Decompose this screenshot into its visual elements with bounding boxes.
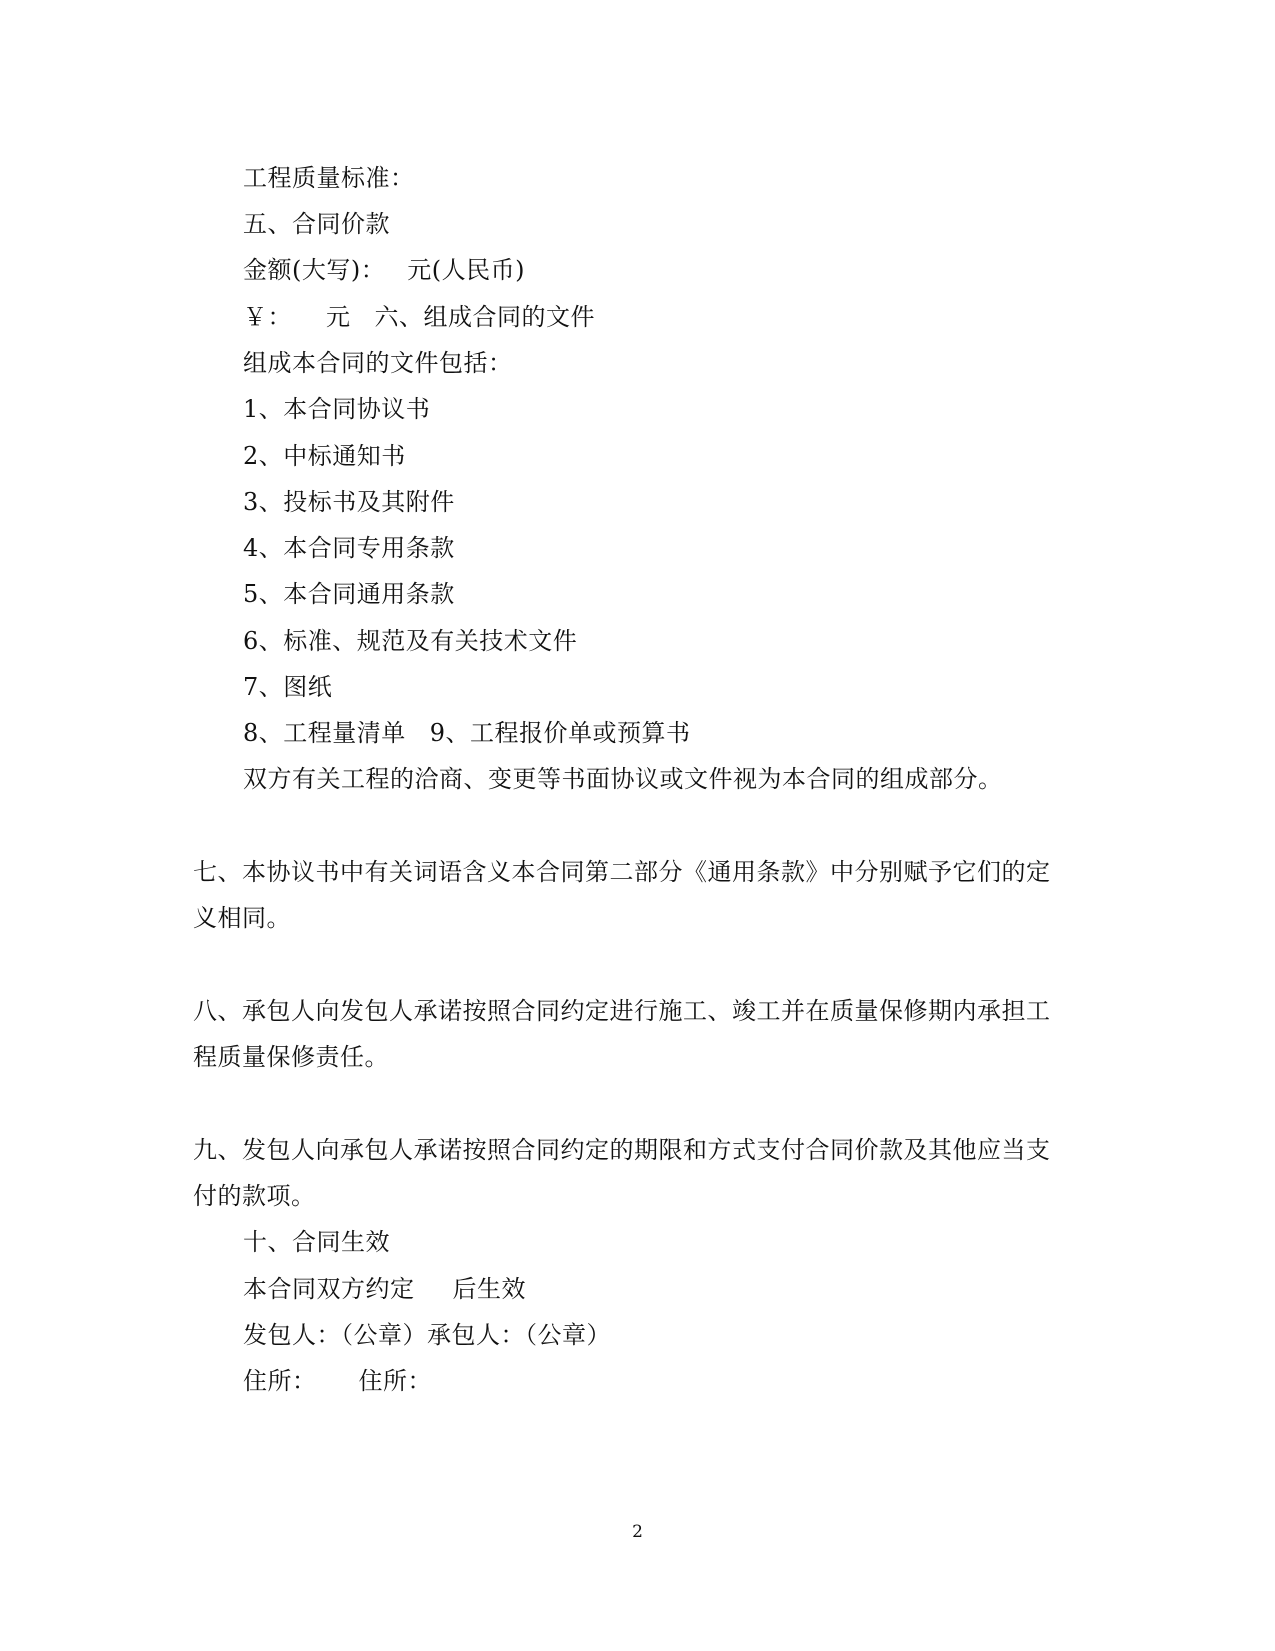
section-9-text-2: 付的款项。: [193, 1182, 316, 1210]
section-5-title: [243, 209, 390, 239]
effective-line: [243, 1274, 526, 1304]
document-item-8-9: [243, 718, 691, 748]
document-item-1-text: 1、本合同协议书: [243, 395, 431, 423]
address-label-contractor: 住所：: [358, 1367, 432, 1395]
document-item-5-text: 5、本合同通用条款: [243, 580, 455, 608]
quality-standard-text: 工程质量标准：: [243, 164, 415, 192]
section-8-text-1: 八、承包人向发包人承诺按照合同约定进行施工、竣工并在质量保修期内承担工: [193, 997, 1051, 1025]
section-7-line-2: [193, 903, 291, 933]
documents-intro-text: 组成本合同的文件包括：: [243, 349, 513, 377]
document-item-2: [243, 441, 406, 471]
quality-standard-line: [243, 163, 415, 193]
section-8-line-1: [193, 996, 1051, 1026]
amount-words-line: [243, 255, 525, 285]
amount-figures-label: ￥：: [243, 303, 292, 331]
section-7-line-1: [193, 857, 1051, 887]
documents-intro-line: [243, 348, 513, 378]
document-item-1: [243, 394, 430, 424]
section-7-text-2: 义相同。: [193, 904, 291, 932]
page-number: 2: [632, 1522, 643, 1542]
contractor-label: 承包人：（公章）: [427, 1321, 611, 1349]
section-10-title-text: 十、合同生效: [243, 1228, 390, 1256]
document-item-7: [243, 672, 332, 702]
address-line: [243, 1366, 432, 1396]
amount-figures-line: [243, 302, 595, 332]
section-8-line-2: [193, 1042, 389, 1072]
amount-figures-unit: 元: [326, 303, 351, 331]
document-item-3-text: 3、投标书及其附件: [243, 488, 455, 516]
section-5-title-text: 五、合同价款: [243, 210, 390, 238]
effective-suffix: 后生效: [452, 1275, 526, 1303]
amount-words-label: 金额(大写)：: [243, 256, 386, 284]
documents-note-line: [243, 764, 1003, 794]
section-6-title: 六、组成合同的文件: [374, 303, 595, 331]
documents-note-text: 双方有关工程的洽商、变更等书面协议或文件视为本合同的组成部分。: [243, 765, 1003, 793]
employer-label: 发包人：（公章）: [243, 1321, 427, 1349]
section-9-line-1: [193, 1135, 1051, 1165]
amount-words-unit: 元(人民币): [407, 256, 525, 284]
document-item-4-text: 4、本合同专用条款: [243, 534, 455, 562]
document-item-4: [243, 533, 455, 563]
section-9-line-2: [193, 1181, 316, 1211]
document-item-2-text: 2、中标通知书: [243, 442, 406, 470]
section-7-text-1: 七、本协议书中有关词语含义本合同第二部分《通用条款》中分别赋予它们的定: [193, 858, 1051, 886]
document-item-6: [243, 626, 577, 656]
section-10-title: [243, 1227, 390, 1257]
document-item-8-text: 8、工程量清单: [243, 719, 406, 747]
effective-prefix: 本合同双方约定: [243, 1275, 415, 1303]
document-item-9-text: 9、工程报价单或预算书: [429, 719, 691, 747]
section-9-text-1: 九、发包人向承包人承诺按照合同约定的期限和方式支付合同价款及其他应当支: [193, 1136, 1051, 1164]
seal-line: [243, 1320, 611, 1350]
document-item-6-text: 6、标准、规范及有关技术文件: [243, 627, 578, 655]
address-label-employer: 住所：: [243, 1367, 317, 1395]
document-item-7-text: 7、图纸: [243, 673, 333, 701]
document-item-3: [243, 487, 455, 517]
section-8-text-2: 程质量保修责任。: [193, 1043, 389, 1071]
document-item-5: [243, 579, 455, 609]
